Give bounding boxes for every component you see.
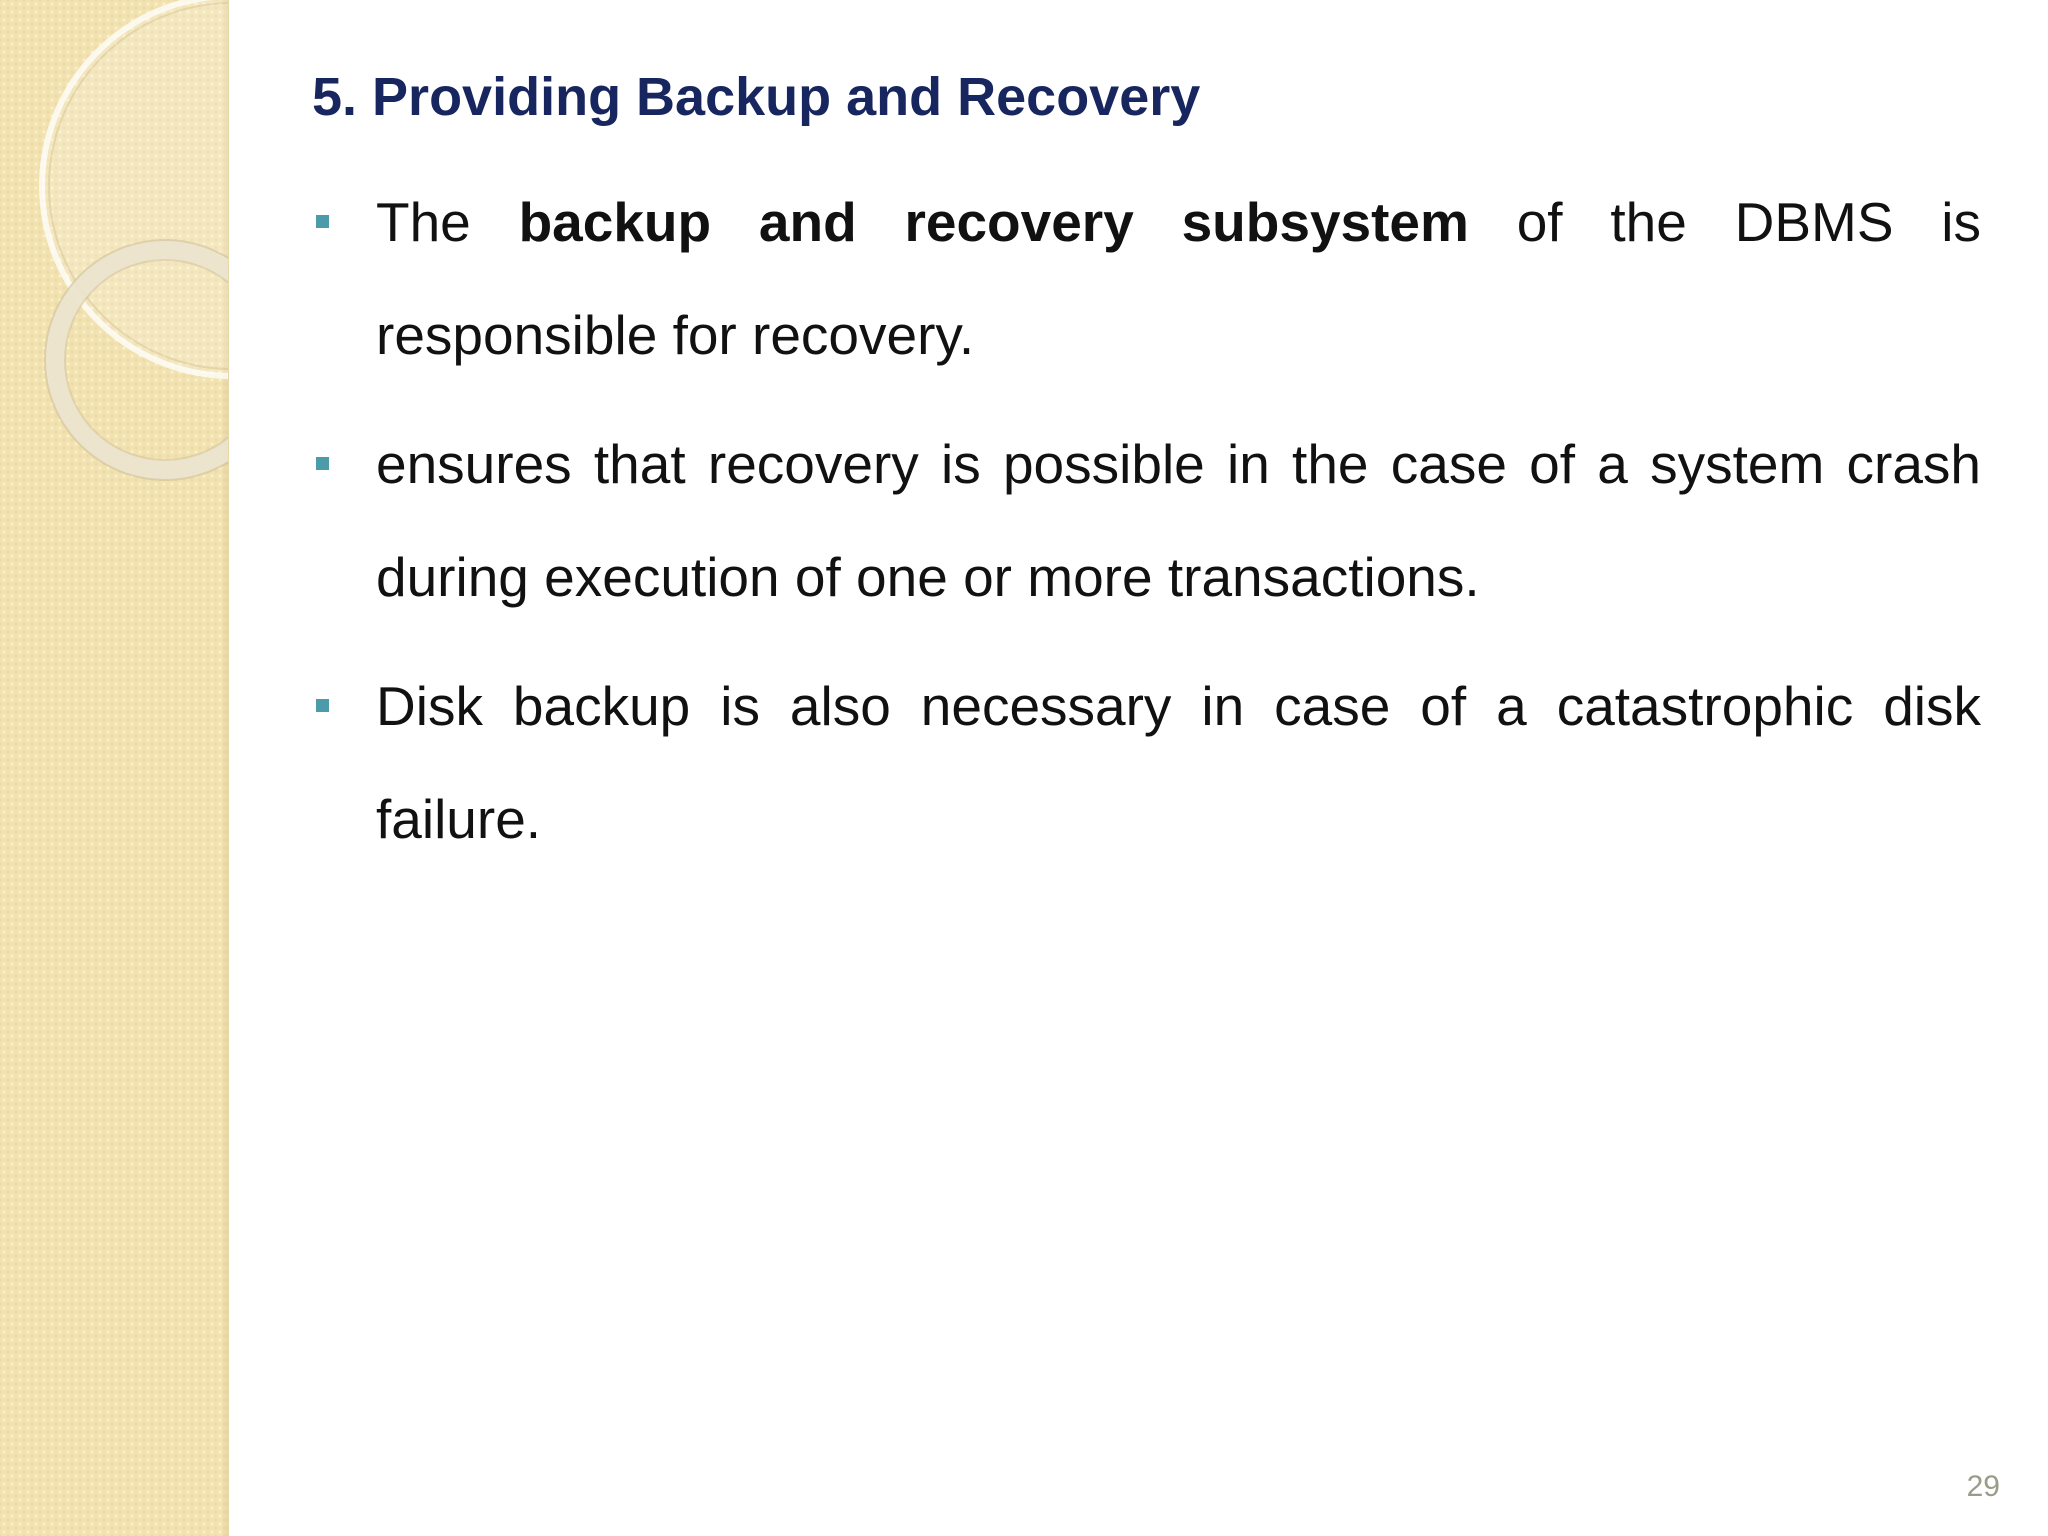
bullet-text-after: of the DBMS is responsible for recovery. [376, 191, 1981, 366]
decorative-rings-graphic [0, 0, 228, 520]
slide-title: 5. Providing Backup and Recovery [312, 67, 1201, 127]
square-bullet-icon [316, 699, 329, 712]
bullet-text-bold: backup and recovery subsystem [518, 191, 1469, 253]
bullet-item [313, 650, 1981, 876]
square-bullet-icon [316, 215, 329, 228]
square-bullet-icon [316, 457, 329, 470]
bullet-text-before: ensures that recovery is possible in the case of a system crash during execution of one or more transactions. [376, 433, 1981, 608]
bullet-item [313, 408, 1981, 634]
bullet-text-before: Disk backup is also necessary in case of a catastrophic disk failure. [376, 675, 1981, 850]
slide-page-number: 29 [1966, 1470, 2000, 1503]
bullet-item [313, 166, 1981, 392]
bullet-list [313, 166, 1981, 892]
bullet-text-before: The [376, 191, 519, 253]
